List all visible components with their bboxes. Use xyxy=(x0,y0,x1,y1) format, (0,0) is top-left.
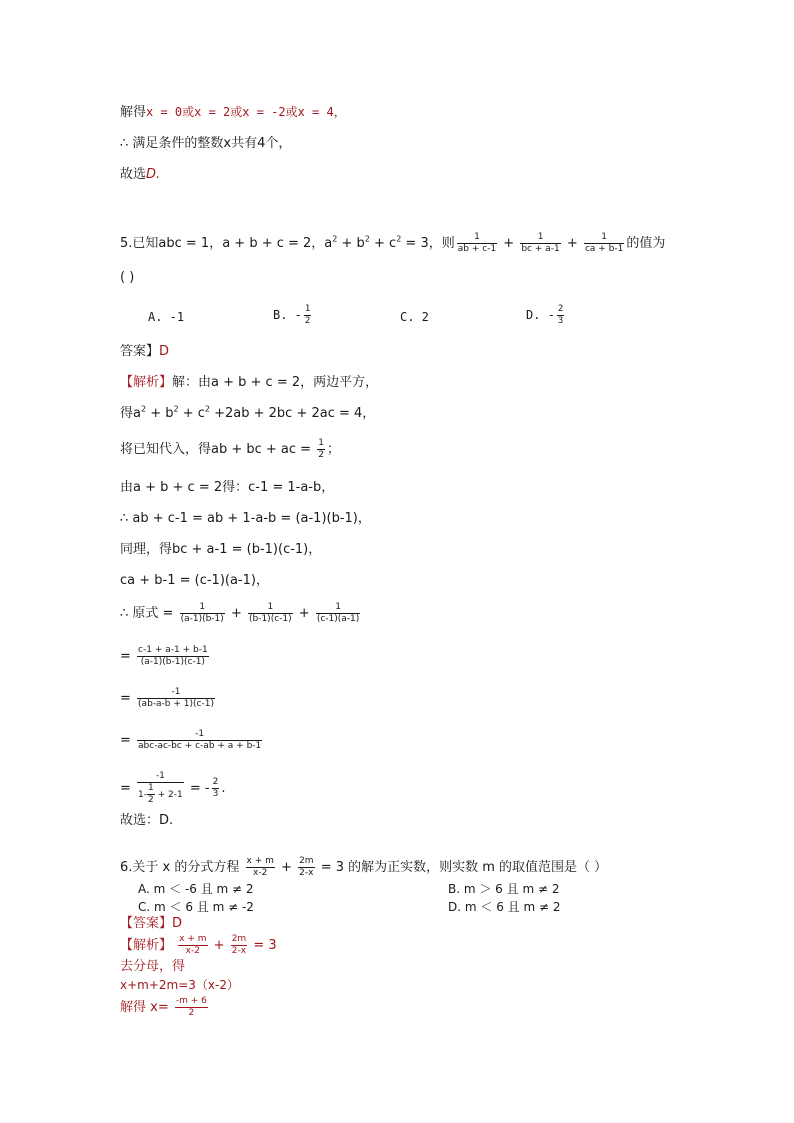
q5-choose: 故选：D. xyxy=(120,813,174,828)
q5-line-8: ∴ 原式 = $\frac{1}{(a-1)(b-1)}$ + $\frac{1}{(b-1)(c-1)}$ + $\frac{1}{(c-1)(a-1)}$ xyxy=(120,602,360,624)
q5-stem-b: + b xyxy=(337,236,365,251)
q5-paren: ( ) xyxy=(120,270,135,285)
q5-option-d[interactable]: D. - $\frac{2}{3}$ xyxy=(526,304,564,326)
q5-line-6: 同理，得bc + a-1 = (b-1)(c-1)， xyxy=(120,542,322,557)
answer-value: D xyxy=(159,344,170,359)
q6-option-d[interactable]: D. m ＜ 6 且 m ≠ 2 xyxy=(448,900,561,914)
solve-prefix: 解得 xyxy=(120,105,147,120)
plus-sign: + xyxy=(503,236,515,251)
q6-option-b[interactable]: B. m ＞ 6 且 m ≠ 2 xyxy=(448,882,560,896)
q5-line-11: = $\frac{-1}{\text{abc-ac-bc + c-ab + a + b-1}}$ xyxy=(120,729,262,751)
q5-line-4: 由a + b + c = 2得：c-1 = 1-a-b， xyxy=(120,480,335,495)
q6-step-3: 解得 x= $\frac{-m + 6}{2}$ xyxy=(120,996,207,1018)
q5-frac-3: $\frac{1}{ca + b-1}$ xyxy=(584,232,624,254)
q6-option-c[interactable]: C. m ＜ 6 且 m ≠ -2 xyxy=(138,900,254,914)
q5-line-9: = $\frac{c-1 + a-1 + b-1}{(a-1)(b-1)(c-1)}$ xyxy=(120,645,208,667)
analysis-label: 【解析】 xyxy=(120,375,173,390)
q5-line-3: 将已知代入，得ab + bc + ac = $\frac{1}{2}$ ； xyxy=(120,438,340,460)
exp: 2 xyxy=(396,234,402,244)
q5-option-b[interactable]: B. - $\frac{1}{2}$ xyxy=(273,304,311,326)
q5-line-10: = $\frac{-1}{(ab-a-b + 1)(c-1)}$ xyxy=(120,687,214,709)
q5-frac-1: $\frac{1}{ab + c-1}$ xyxy=(457,232,497,254)
q5-frac-2: $\frac{1}{bc + a-1}$ xyxy=(521,232,560,254)
q6-step-1: 去分母，得 xyxy=(120,959,186,974)
q5-stem-c: + c xyxy=(369,236,397,251)
q5-stem xyxy=(120,232,665,255)
q5-line-5: ∴ ab + c-1 = ab + 1-a-b = (a-1)(b-1)， xyxy=(120,511,371,526)
q6-answer: 【答案】D xyxy=(120,916,183,931)
solve-values: x = 0或x = 2或x = -2或x = 4， xyxy=(146,105,346,119)
plus-sign: + xyxy=(566,236,578,251)
q6-stem: 6.关于 x 的分式方程 $\frac{x + m}{x-2}$ + $\frac{2m}{2-x}$ = 3 的解为正实数，则实数 m 的取值范围是（ ） xyxy=(120,856,608,878)
therefore-text: ∴ 满足条件的整数x共有4个， xyxy=(120,136,292,151)
q5-stem-suffix: 的值为 xyxy=(626,236,666,251)
q5-answer xyxy=(120,344,169,360)
exp: 2 xyxy=(364,234,370,244)
q5-option-a[interactable]: A. -1 xyxy=(148,310,185,324)
answer-label: 答案】 xyxy=(120,344,160,359)
q6-option-a[interactable]: A. m ＜ -6 且 m ≠ 2 xyxy=(138,882,254,896)
q6-analysis: 【解析】 $\frac{x + m}{x-2}$ + $\frac{2m}{2-x}$ = 3 xyxy=(120,934,277,956)
q6-step-2: x+m+2m=3（x-2） xyxy=(120,978,239,992)
choose-prefix: 故选 xyxy=(120,167,147,182)
exp: 2 xyxy=(332,234,338,244)
q5-option-c[interactable]: C. 2 xyxy=(400,310,429,324)
therefore-line xyxy=(120,136,291,152)
choose-answer: D. xyxy=(146,167,161,182)
q5-line-7: ca + b-1 = (c-1)(a-1)， xyxy=(120,573,269,588)
q5-analysis: 【解析】解：由a + b + c = 2，两边平方， xyxy=(120,375,379,390)
q5-line-12: = -1 1- $\frac{1}{2}$ + 2-1 = - $\frac{2}{3}$ . xyxy=(120,771,226,805)
solve-line xyxy=(120,104,346,121)
choose-line xyxy=(120,167,160,183)
q5-stem-eq: = 3，则 xyxy=(401,236,455,251)
q5-line-2: 得$a^2 + b^2 + c^2 +2ab + 2bc + 2ac = 4$， xyxy=(120,404,376,421)
q5-stem-prefix: 5.已知abc = 1，a + b + c = 2，a xyxy=(120,236,333,251)
